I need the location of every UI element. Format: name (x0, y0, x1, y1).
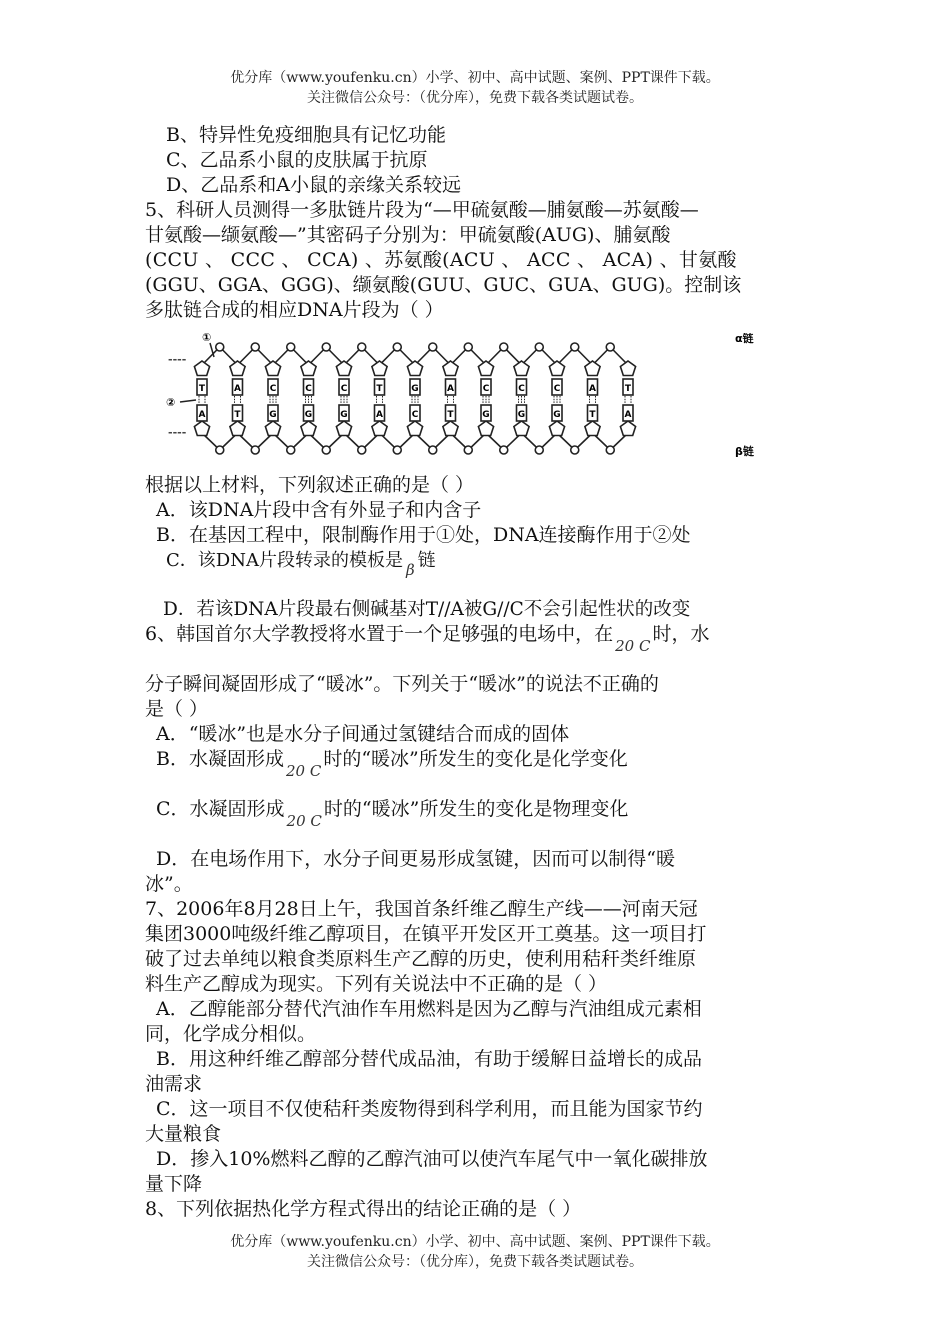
phosphate (251, 343, 259, 351)
q6-option-a: A．“暖冰”也是水分子间通过氢键结合而成的固体 (156, 723, 570, 745)
deoxyribose-bottom (372, 421, 387, 436)
deoxyribose-bottom (514, 421, 529, 436)
phosphate (216, 343, 224, 351)
deoxyribose-top (478, 361, 493, 376)
base-top-10: C (553, 384, 561, 394)
q6-option-b-temperature: 20 C (285, 762, 322, 780)
q6-temperature: 20 C (615, 637, 651, 655)
base-top-0: T (198, 384, 206, 394)
base-bottom-7: T (447, 410, 454, 420)
base-bottom-11: T (589, 410, 596, 420)
phosphate (464, 446, 472, 454)
phosphate (429, 446, 437, 454)
phosphate (216, 446, 224, 454)
deoxyribose-bottom (407, 421, 422, 436)
q5-stem-line-4: (GGU、GGA、GGG)、缬氨酸(GUU、GUC、GUA、GUG)。控制该 (145, 274, 742, 296)
label-beta-strand: β链 (735, 445, 754, 458)
phosphate (358, 446, 366, 454)
phosphate (322, 343, 330, 351)
footer-line-2: 关注微信公众号：（优分库），免费下载各类试题试卷。 (307, 1254, 643, 1270)
q6-option-d-line-2: 冰”。 (145, 873, 193, 895)
dna-double-strand-diagram (160, 333, 790, 463)
phosphate (464, 343, 472, 351)
q5-stem-line-5: 多肽链合成的相应DNA片段为（ ） (145, 299, 444, 321)
q6-option-b-text: B．水凝固形成 (156, 748, 284, 770)
q7-option-a-line-1: A．乙醇能部分替代汽油作车用燃料是因为乙醇与汽油组成元素相 (156, 998, 702, 1020)
base-bottom-8: G (482, 410, 490, 420)
deoxyribose-bottom (265, 421, 280, 436)
q6-stem-line-2: 分子瞬间凝固形成了“暖冰”。下列关于“暖冰”的说法不正确的 (145, 673, 659, 695)
label-site-1: ① (202, 333, 212, 344)
base-top-5: T (376, 384, 383, 394)
deoxyribose-top (443, 361, 458, 376)
phosphate (393, 343, 401, 351)
base-bottom-10: G (553, 410, 561, 420)
base-bottom-6: C (411, 410, 419, 420)
deoxyribose-top (230, 361, 245, 376)
q7-option-d-line-1: D．掺入10%燃料乙醇的乙醇汽油可以使汽车尾气中一氧化碳排放 (156, 1148, 708, 1170)
deoxyribose-bottom (443, 421, 458, 436)
base-top-8: C (482, 384, 490, 394)
phosphate (606, 343, 614, 351)
base-bottom-0: A (198, 410, 206, 420)
deoxyribose-bottom (549, 421, 564, 436)
q6-option-b (156, 747, 628, 780)
phosphate (535, 446, 543, 454)
base-top-12: T (624, 384, 632, 394)
q7-option-b-line-2: 油需求 (145, 1073, 203, 1095)
q5-option-b: B．在基因工程中，限制酶作用于①处，DNA连接酶作用于②处 (156, 524, 691, 546)
deoxyribose-top (372, 361, 387, 376)
q6-option-c (156, 797, 629, 830)
base-bottom-3: G (304, 410, 313, 420)
base-top-2: C (269, 384, 277, 394)
base-bottom-2: G (269, 410, 277, 420)
phosphate (287, 446, 295, 454)
q6-option-c-temperature: 20 C (286, 812, 322, 830)
base-bottom-1: T (234, 410, 241, 420)
header-line-1: 优分库（www.youfenku.cn）小学、初中、高中试题、案例、PPT课件下载。 (230, 70, 720, 86)
q8-stem-line-1: 8、下列依据热化学方程式得出的结论正确的是（ ） (145, 1198, 582, 1220)
phosphate (606, 446, 614, 454)
phosphate (571, 446, 579, 454)
q6-stem-line-1-end: 时，水 (652, 623, 710, 645)
footer-line-1: 优分库（www.youfenku.cn）小学、初中、高中试题、案例、PPT课件下载。 (230, 1234, 720, 1250)
q7-option-c-line-1: C．这一项目不仅使秸秆类废物得到科学利用，而且能为国家节约 (156, 1098, 703, 1120)
deoxyribose-bottom (301, 421, 316, 436)
beta-symbol: β (405, 561, 415, 579)
q4-option-c: C、乙品系小鼠的皮肤属于抗原 (166, 149, 428, 171)
phosphate (535, 343, 543, 351)
q6-option-c-text: C．水凝固形成 (156, 798, 285, 820)
q5-stem-line-2: 甘氨酸—缬氨酸—”其密码子分别为：甲硫氨酸(AUG)、脯氨酸 (145, 224, 671, 246)
q7-stem-line-2: 集团3000吨级纤维乙醇项目，在镇平开发区开工奠基。这一项目打 (145, 923, 707, 945)
base-top-4: C (340, 384, 348, 394)
phosphate (358, 343, 366, 351)
base-bottom-9: G (517, 410, 526, 420)
q5-lead: 根据以上材料，下列叙述正确的是（ ） (145, 474, 475, 496)
q6-option-b-end: 时的“暖冰”所发生的变化是化学变化 (323, 748, 628, 770)
phosphate (393, 446, 401, 454)
deoxyribose-bottom (620, 421, 635, 436)
phosphate (571, 343, 579, 351)
base-bottom-5: A (376, 410, 383, 420)
base-top-3: C (305, 384, 312, 394)
deoxyribose-bottom (194, 421, 209, 436)
strand-dots-bottom: ---- (168, 426, 187, 439)
label-alpha-strand: α链 (735, 333, 754, 345)
phosphate (429, 343, 437, 351)
deoxyribose-top (407, 361, 422, 376)
phosphate (322, 446, 330, 454)
q6-option-d-line-1: D．在电场作用下，水分子间更易形成氢键，因而可以制得“暖 (156, 848, 675, 870)
q5-stem-line-3: (CCU 、 CCC 、 CCA) 、苏氨酸(ACU 、 ACC 、 ACA) 、甘氨酸 (145, 249, 737, 271)
q6-stem-line-3: 是（ ） (145, 698, 209, 720)
q7-option-a-line-2: 同，化学成分相似。 (145, 1023, 317, 1045)
q7-option-b-line-1: B．用这种纤维乙醇部分替代成品油，有助于缓解日益增长的成品 (156, 1048, 702, 1070)
deoxyribose-bottom (478, 421, 493, 436)
strand-dots-top: ---- (168, 353, 187, 366)
q7-stem-line-3: 破了过去单纯以粮食类原料生产乙醇的历史，使利用秸秆类纤维原 (145, 948, 697, 970)
label-site-2: ② (166, 396, 176, 409)
q5-option-c-end: 链 (417, 550, 436, 571)
base-top-7: A (447, 384, 454, 394)
deoxyribose-top (549, 361, 564, 376)
q4-option-d: D、乙品系和A小鼠的亲缘关系较远 (166, 174, 461, 196)
deoxyribose-top (514, 361, 529, 376)
q6-stem-line-1 (145, 622, 710, 655)
q5-option-d: D．若该DNA片段最右侧碱基对T//A被G//C不会引起性状的改变 (163, 599, 691, 620)
deoxyribose-top (194, 361, 209, 376)
deoxyribose-top (265, 361, 280, 376)
deoxyribose-top (336, 361, 351, 376)
header-line-2: 关注微信公众号：（优分库），免费下载各类试题试卷。 (307, 90, 643, 106)
base-top-11: A (589, 384, 596, 394)
deoxyribose-bottom (585, 421, 600, 436)
phosphate (500, 446, 508, 454)
deoxyribose-top (620, 361, 635, 376)
q7-stem-line-4: 料生产乙醇成为现实。下列有关说法中不正确的是（ ） (145, 973, 608, 995)
deoxyribose-top (301, 361, 316, 376)
base-bottom-4: G (340, 410, 348, 420)
q5-stem-line-1: 5、科研人员测得一多肽链片段为“—甲硫氨酸—脯氨酸—苏氨酸— (145, 199, 699, 221)
q7-option-d-line-2: 量下降 (145, 1173, 203, 1195)
phosphate (251, 446, 259, 454)
phosphate (500, 343, 508, 351)
arrow-site-2 (180, 400, 196, 402)
q5-option-c-text: C．该DNA片段转录的模板是 (166, 550, 403, 571)
q5-option-c (166, 548, 436, 579)
base-top-6: G (411, 384, 419, 394)
q7-stem-line-1: 7、2006年8月28日上午，我国首条纤维乙醇生产线——河南天冠 (145, 898, 698, 920)
q6-option-c-end: 时的“暖冰”所发生的变化是物理变化 (323, 798, 629, 820)
deoxyribose-bottom (230, 421, 245, 436)
base-top-1: A (234, 384, 241, 394)
q4-option-b: B、特异性免疫细胞具有记忆功能 (166, 124, 446, 146)
base-top-9: C (518, 384, 525, 394)
q5-option-a: A．该DNA片段中含有外显子和内含子 (156, 499, 482, 521)
q6-stem-line-1-text: 6、韩国首尔大学教授将水置于一个足够强的电场中，在 (145, 623, 614, 645)
deoxyribose-top (585, 361, 600, 376)
deoxyribose-bottom (336, 421, 351, 436)
base-bottom-12: A (624, 410, 632, 420)
q7-option-c-line-2: 大量粮食 (145, 1123, 222, 1145)
phosphate (287, 343, 295, 351)
